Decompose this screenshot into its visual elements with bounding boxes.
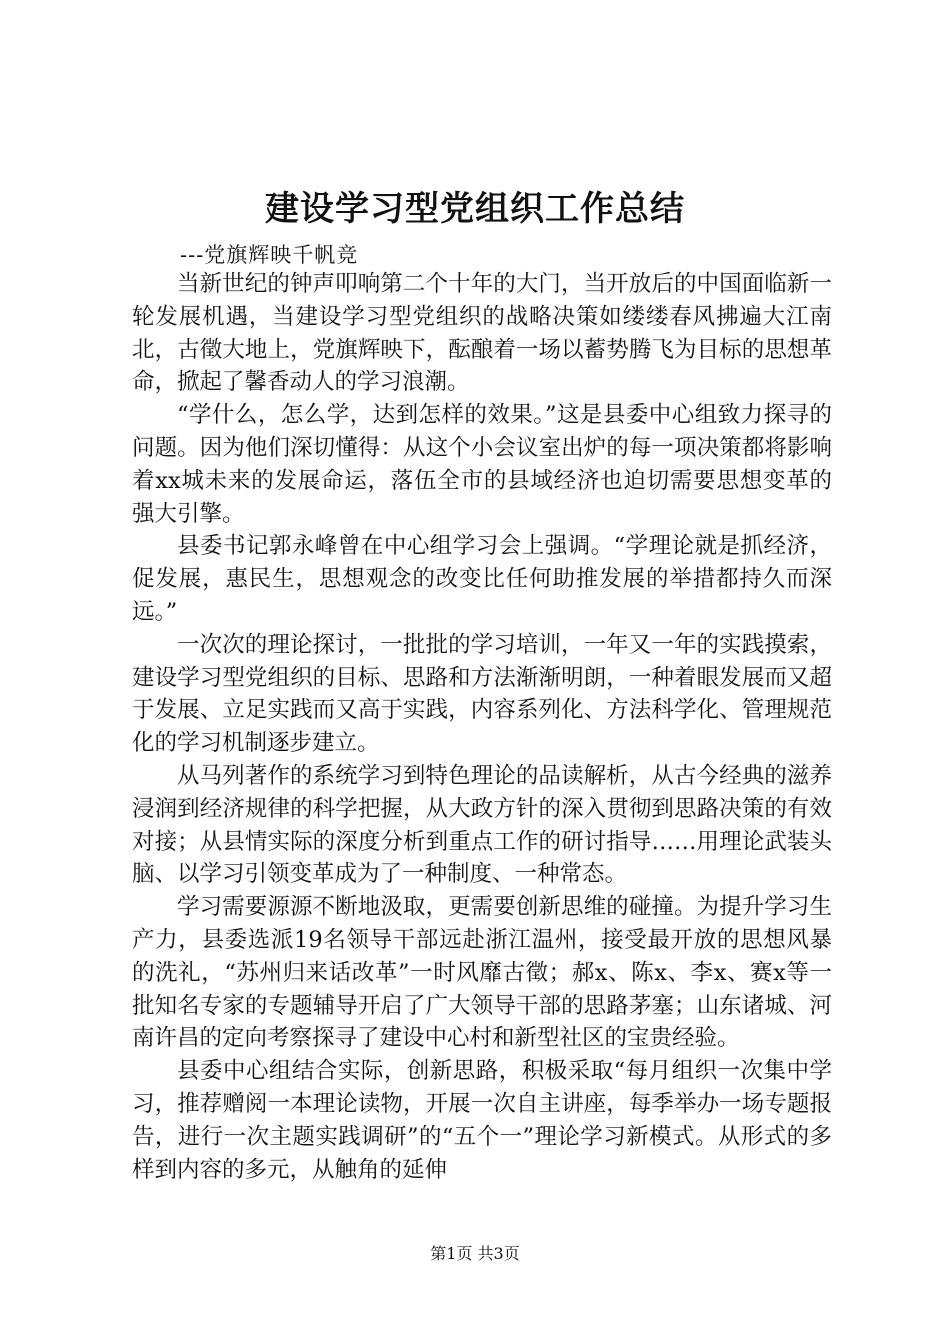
paragraph: 从马列著作的系统学习到特色理论的品读解析，从古今经典的滋养浸润到经济规律的科学把握，从大政方针的深入贯彻到思路决策的有效对接；从县情实际的深度分析到重点工作的研讨指导……用理论武装头脑、以学习引领变革成为了一种制度、一种常态。: [132, 762, 832, 888]
document-subtitle: ---党旗辉映千帆竞: [180, 243, 359, 267]
document-title: 建设学习型党组织工作总结: [265, 189, 685, 229]
paragraph: 县委书记郭永峰曾在中心组学习会上强调。“学理论就是抓经济，促发展，惠民生，思想观念的改变比任何助推发展的举措都持久而深远。”: [132, 533, 832, 625]
page-number-footer: 第1页 共3页: [430, 1244, 520, 1263]
document-body: [132, 268, 832, 1186]
paragraph: 一次次的理论探讨，一批批的学习培训，一年又一年的实践摸索，建设学习型党组织的目标、思路和方法渐渐明朗，一种着眼发展而又超于发展、立足实践而又高于实践，内容系列化、方法科学化、管理规范化的学习机制逐步建立。: [132, 631, 832, 757]
paragraph: 当新世纪的钟声叩响第二个十年的大门，当开放后的中国面临新一轮发展机遇，当建设学习型党组织的战略决策如缕缕春风拂遍大江南北，古徵大地上，党旗辉映下，酝酿着一场以蓄势腾飞为目标的思想革命，掀起了馨香动人的学习浪潮。: [132, 271, 832, 396]
paragraph: 学习需要源源不断地汲取，更需要创新思维的碰撞。为提升学习生产力，县委选派19名领导干部远赴浙江温州，接受最开放的思想风暴的洗礼，“苏州归来话改革”一时风靡古徵；郝x、陈x、李x、赛x等一批知名专家的专题辅导开启了广大领导干部的思路茅塞；山东诸城、河南许昌的定向考察探寻了建设中心村和新型社区的宝贵经验。: [132, 894, 832, 1052]
paragraph: 县委中心组结合实际，创新思路，积极采取“每月组织一次集中学习，推荐赠阅一本理论读物，开展一次自主讲座，每季举办一场专题报告，进行一次主题实践调研”的“五个一”理论学习新模式。从形式的多样到内容的多元，从触角的延伸: [132, 1058, 832, 1183]
paragraph: “学什么，怎么学，达到怎样的效果。”这是县委中心组致力探寻的问题。因为他们深切懂得：从这个小会议室出炉的每一项决策都将影响着xx城未来的发展命运，落伍全市的县域经济也迫切需要思想变革的强大引擎。: [132, 402, 832, 527]
